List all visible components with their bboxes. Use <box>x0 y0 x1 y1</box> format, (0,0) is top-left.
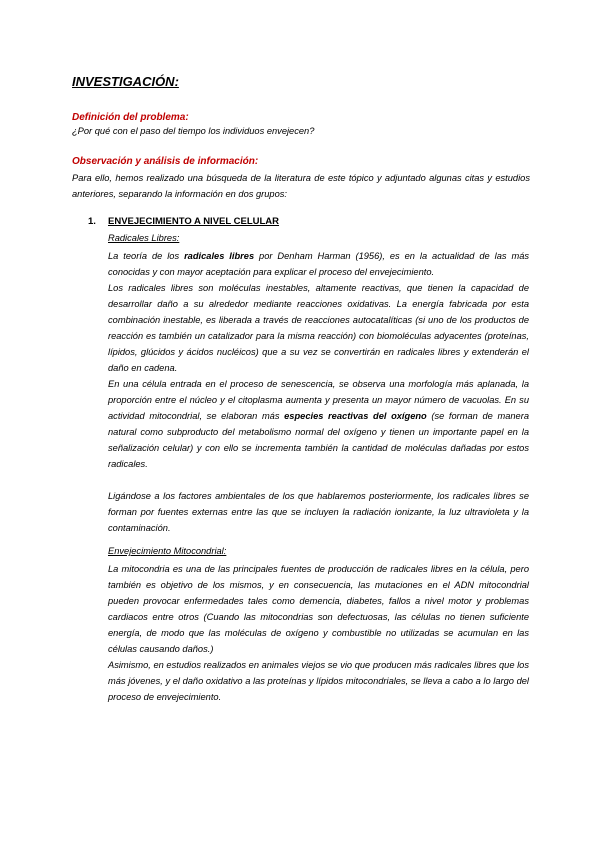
bold-term-especies-reactivas: especies reactivas del oxígeno <box>284 411 427 421</box>
text-run: En una célula entrada en el proceso de senescencia, se observa una morfología más aplanada, la proporción entre el núcleo y el citoplasma aumenta y presenta un mayor número de vacuolas. En su actividad mitocondrial, se elaboran más <box>108 379 529 421</box>
free-radicals-body <box>108 248 529 536</box>
subheading-free-radicals: Radicales Libres: <box>108 233 180 243</box>
free-radicals-paragraph-1 <box>108 248 529 280</box>
page-title: INVESTIGACIÓN: <box>72 74 179 89</box>
text-run: (se forman de manera natural como subproducto del metabolismo normal del oxígeno y tienen un importante papel en la señalización celular) y con ello se incrementa también la cantidad de moléculas dañadas por estos radicales. <box>108 411 529 469</box>
mitochondrial-paragraph-2: Asimismo, en estudios realizados en animales viejos se vio que producen más radicales libres que los más jóvenes, y el daño oxidativo a las proteínas y lípidos mitocondriales, se lleva a cabo a lo largo del proceso de envejecimiento. <box>108 660 529 702</box>
definition-question: ¿Por qué con el paso del tiempo los individuos envejecen? <box>72 126 315 136</box>
free-radicals-paragraph-3 <box>108 376 529 472</box>
text-run: por Denham Harman (1956), es en la actualidad de las más conocidas y con mayor aceptación para explicar el proceso del envejecimiento. <box>108 251 530 277</box>
mitochondrial-paragraph-1: La mitocondria es una de las principales fuentes de producción de radicales libres en la célula, pero también es objetivo de los mismos, y en consecuencia, las mutaciones en el ADN mitocondrial pueden provocar enfermedades tales como demencia, diabetes, fallos a nivel motor y problemas cardiacos entre otros (Cuando las mitocondrias son defectuosas, las células no tienen suficiente energía, de modo que las moléculas de oxígeno y combustible no utilizadas se acumulan en las células causando daños.) <box>108 564 529 654</box>
observation-intro: Para ello, hemos realizado una búsqueda de la literatura de este tópico y adjuntado algunas citas y estudios anteriores, separando la información en dos grupos: <box>72 173 530 199</box>
observation-heading: Observación y análisis de información: <box>72 156 259 167</box>
mitochondrial-body <box>108 561 529 705</box>
bold-term-radicales-libres: radicales libres <box>184 251 255 261</box>
definition-heading: Definición del problema: <box>72 112 189 123</box>
free-radicals-paragraph-4: Ligándose a los factores ambientales de los que hablaremos posteriormente, los radicales libres se forman por fuentes externas entre las que se incluyen la radiación ionizante, la luz ultravioleta y la contaminación. <box>108 491 529 533</box>
text-run: La teoría de los <box>108 251 185 261</box>
section-heading-cellular: ENVEJECIMIENTO A NIVEL CELULAR <box>108 216 280 227</box>
list-number: 1. <box>88 216 96 227</box>
free-radicals-paragraph-2: Los radicales libres son moléculas inestables, altamente reactivas, que tienen la capacidad de desarrollar daño a su alrededor mediante reacciones oxidativas. La energía fabricada por esta combinación inestable, es liberada a través de reacciones autocatalíticas (si uno de los productos de reacción es también un catalizador para la misma reacción) con biomoléculas adyacentes (proteínas, lípidos, glúcidos y ácidos nucléicos) que a su vez se convertirán en radicales libres y extenderán el daño en cadena. <box>108 283 529 373</box>
subheading-mitochondrial: Envejecimiento Mitocondrial: <box>108 546 227 556</box>
